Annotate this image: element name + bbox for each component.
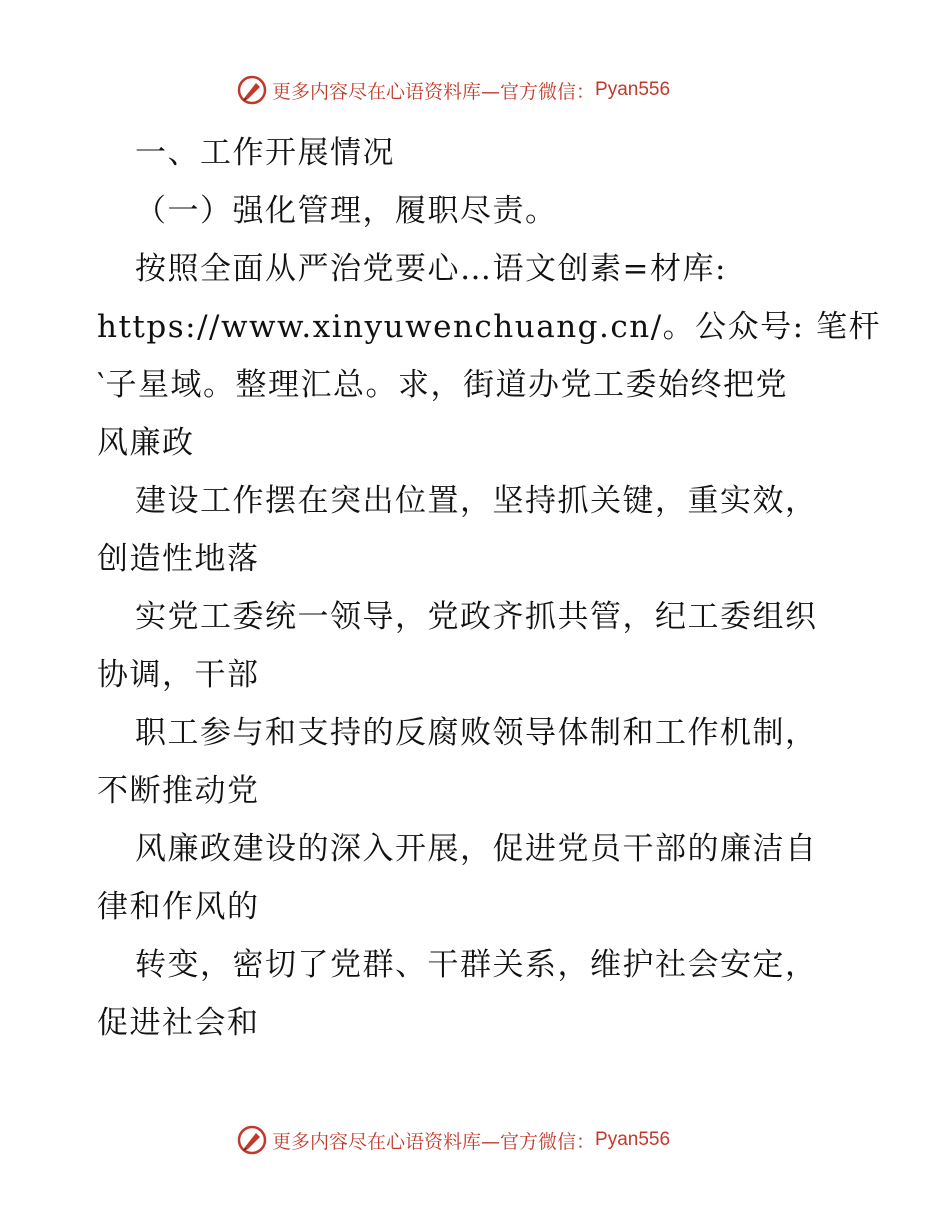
pen-nib-logo-icon	[236, 1124, 268, 1156]
document-line: 职工参与和支持的反腐败领导体制和工作机制，	[135, 715, 818, 751]
document-line: 协调，干部	[97, 657, 260, 693]
document-line: 实党工委统一领导，党政齐抓共管，纪工委组织	[135, 599, 818, 635]
watermark-main-text: 更多内容尽在心语资料库	[272, 1130, 482, 1153]
document-line: 一、工作开展情况	[135, 135, 395, 171]
document-line: 建设工作摆在突出位置，坚持抓关键，重实效，	[135, 483, 818, 519]
watermark-main-text: 更多内容尽在心语资料库	[272, 80, 482, 103]
document-line: 律和作风的	[97, 889, 260, 925]
watermark-sub-text: —官方微信：	[481, 80, 596, 103]
header-watermark	[236, 74, 670, 106]
document-line: 转变，密切了党群、干群关系，维护社会安定，	[135, 947, 818, 983]
watermark-sub-text: —官方微信：	[481, 1130, 596, 1153]
footer-watermark	[236, 1124, 670, 1156]
document-line: 风廉政	[97, 425, 195, 461]
document-line: 不断推动党	[97, 773, 260, 809]
document-line: 创造性地落	[97, 541, 260, 577]
watermark-wechat-id: Pyan556	[595, 1129, 671, 1150]
pen-nib-logo-icon	[236, 74, 268, 106]
document-line: （一）强化管理，履职尽责。	[135, 193, 558, 229]
document-body	[97, 124, 881, 1052]
watermark-wechat-id: Pyan556	[595, 79, 671, 100]
document-line: 促进社会和	[97, 1005, 260, 1041]
document-line: ‵子星域。整理汇总。求，街道办党工委始终把党	[97, 367, 789, 403]
document-line: 风廉政建设的深入开展，促进党员干部的廉洁自	[135, 831, 818, 867]
document-line: https://www.xinyuwenchuang.cn/。公众号: 笔杆	[97, 309, 881, 345]
document-line: 按照全面从严治党要心…语文创素=材库:	[135, 251, 727, 287]
